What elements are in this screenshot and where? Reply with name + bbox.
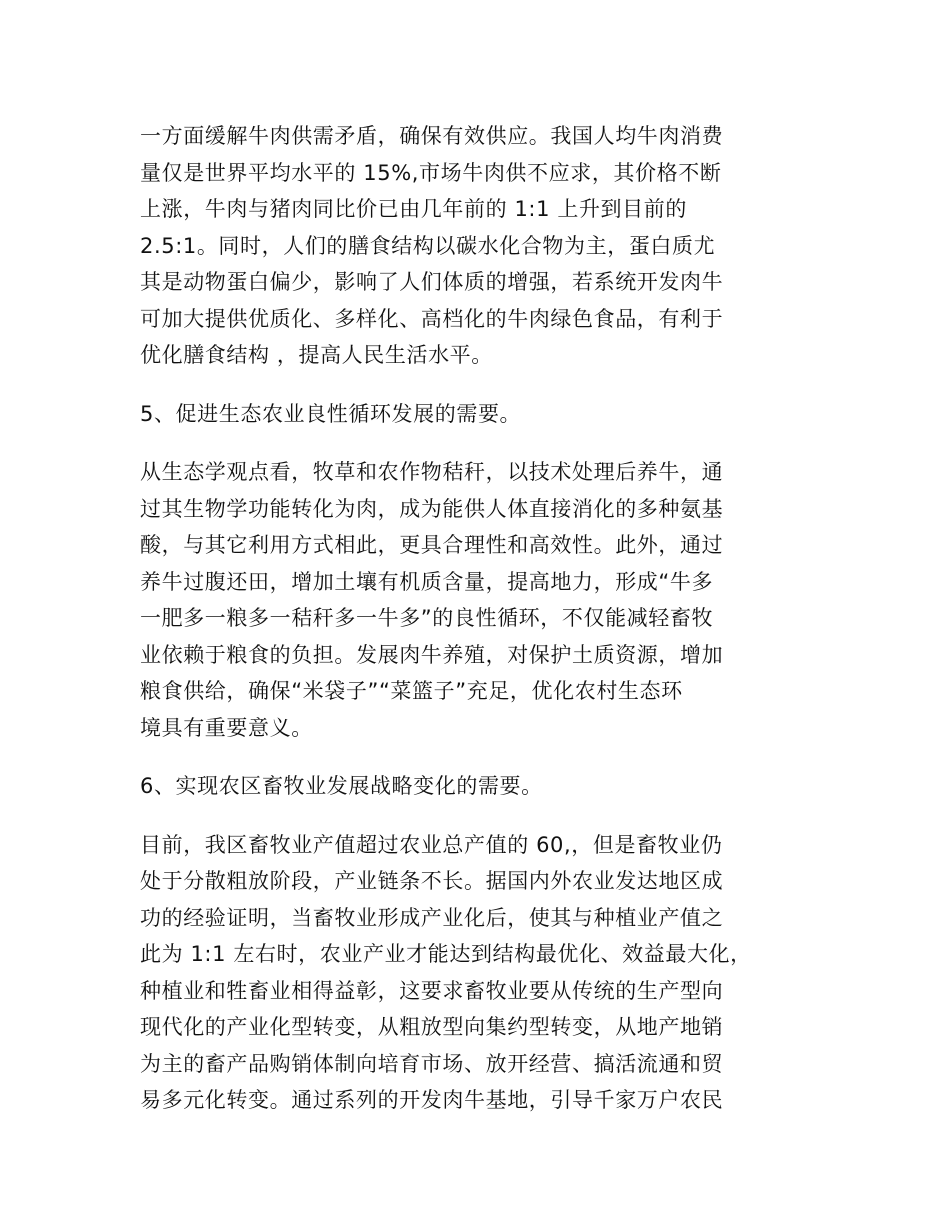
heading-line: 5、促进生态农业良性循环发展的需要。 — [140, 401, 522, 426]
section-heading-5 — [140, 396, 820, 433]
text-line: 功的经验证明，当畜牧业形成产业化后，使其与种植业产值之 — [140, 905, 724, 930]
paragraph-beef-supply — [140, 118, 820, 374]
text-line: 境具有重要意义。 — [140, 715, 313, 740]
text-line: 此为 1:1 左右时，农业产业才能达到结构最优化、效益最大化， — [140, 942, 752, 966]
paragraph-strategy — [140, 827, 820, 1119]
document-body — [140, 118, 820, 1141]
text-line: 可加大提供优质化、多样化、高档化的牛肉绿色食品，有利于 — [140, 306, 724, 331]
text-line: 从生态学观点看，牧草和农作物秸秆，以技术处理后养牛，通 — [140, 460, 724, 484]
text-line: 业依赖于粮食的负担。发展肉牛养殖，对保护土质资源，增加 — [140, 642, 724, 667]
text-line: 处于分散粗放阶段，产业链条不长。据国内外农业发达地区成 — [140, 869, 724, 893]
text-line: 量仅是世界平均水平的 15%,市场牛肉供不应求，其价格不断 — [140, 160, 722, 185]
paragraph-ecology — [140, 454, 820, 746]
text-line: 过其生物学功能转化为肉，成为能供人体直接消化的多种氨基 — [140, 496, 724, 521]
text-line: 2.5:1。同时，人们的膳食结构以碳水化合物为主，蛋白质尤 — [140, 233, 716, 258]
text-line: 优化膳食结构 ，提高人民生活水平。 — [140, 343, 493, 367]
text-line: 其是动物蛋白偏少，影响了人们体质的增强，若系统开发肉牛 — [140, 270, 724, 294]
text-line: 目前，我区畜牧业产值超过农业总产值的 60,，但是畜牧业仍 — [140, 832, 723, 857]
text-line: 粮食供给，确保“米袋子”“菜篮子”充足，优化农村生态环 — [140, 679, 683, 703]
text-line: 一方面缓解牛肉供需矛盾，确保有效供应。我国人均牛肉消费 — [140, 124, 724, 148]
text-line: 现代化的产业化型转变，从粗放型向集约型转变，从地产地销 — [140, 1015, 724, 1039]
heading-line: 6、实现农区畜牧业发展战略变化的需要。 — [140, 774, 543, 798]
text-line: 上涨，牛肉与猪肉同比价已由几年前的 1:1 上升到目前的 — [140, 197, 687, 221]
section-heading-6 — [140, 768, 820, 805]
text-line: 酸，与其它利用方式相此，更具合理性和高效性。此外，通过 — [140, 533, 724, 557]
text-line: 一肥多一粮多一秸秆多一牛多”的良性循环，不仅能减轻畜牧 — [140, 606, 714, 630]
text-line: 种植业和牲畜业相得益彰，这要求畜牧业要从传统的生产型向 — [140, 978, 724, 1003]
text-line: 养牛过腹还田，增加土壤有机质含量，提高地力，形成“牛多 — [140, 569, 714, 594]
text-line: 为主的畜产品购销体制向培育市场、放开经营、搞活流通和贸 — [140, 1051, 724, 1076]
text-line: 易多元化转变。通过系列的开发肉牛基地，引导千家万户农民 — [140, 1088, 724, 1112]
